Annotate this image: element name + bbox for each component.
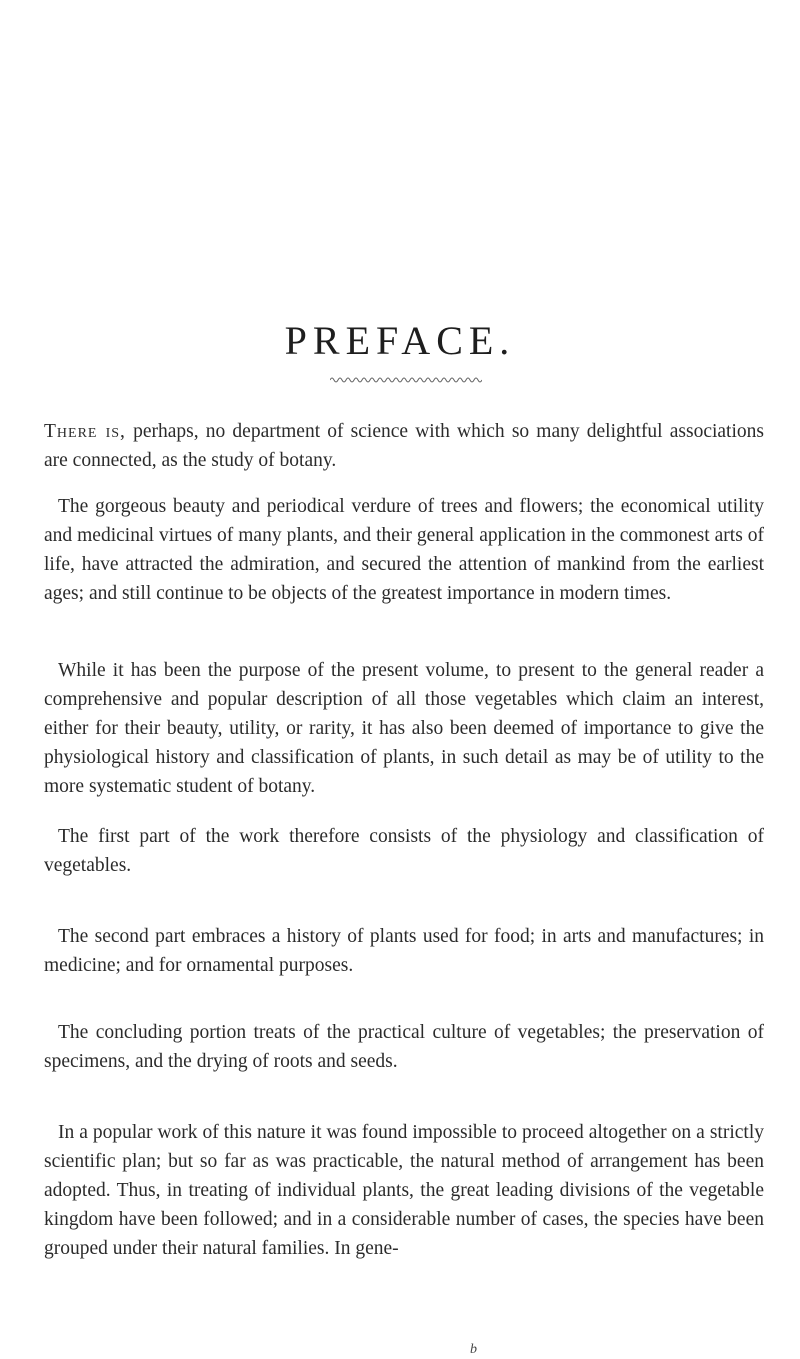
paragraph-4: The first part of the work therefore consists of the physiology and classification of vegetables. xyxy=(44,826,764,876)
paragraph-7: In a popular work of this nature it was found impossible to proceed altogether on a strictly scientific plan; but so far as was practicable, the natural method of arrangement has been adopted. Thus, in treating of individual plants, the great leading divisions of the vegetable kingdom have been followed; and in a considerable number of cases, the species have been grouped under their natural families. In gene- xyxy=(44,1122,764,1259)
paragraph-3: While it has been the purpose of the present volume, to present to the general reader a comprehensive and popular description of all those vegetables which claim an interest, either for their beauty, utility, or rarity, it has also been deemed of importance to give the physiological history and classification of plants, in such detail as may be of utility to the more systematic student of botany. xyxy=(44,660,764,797)
paragraph-1 xyxy=(44,417,764,475)
paragraph-1-lead: There is, xyxy=(44,421,126,442)
wavy-rule-ornament xyxy=(330,376,482,384)
paragraph-5: The second part embraces a history of plants used for food; in arts and manufactures; in medicine; and for ornamental purposes. xyxy=(44,926,764,976)
paragraph-6: The concluding portion treats of the practical culture of vegetables; the preservation of specimens, and the drying of roots and seeds. xyxy=(44,1022,764,1072)
signature-mark: b xyxy=(470,1342,477,1357)
page-title: PREFACE. xyxy=(284,317,516,363)
paragraph-2: The gorgeous beauty and periodical verdure of trees and flowers; the economical utility and medicinal virtues of many plants, and their general application in the commonest arts of life, have attracted the admiration, and secured the attention of mankind from the earliest ages; and still continue to be objects of the greatest importance in modern times. xyxy=(44,496,764,604)
paragraph-1-text: perhaps, no department of science with which so many delightful associations are connected, as the study of botany. xyxy=(44,421,764,471)
